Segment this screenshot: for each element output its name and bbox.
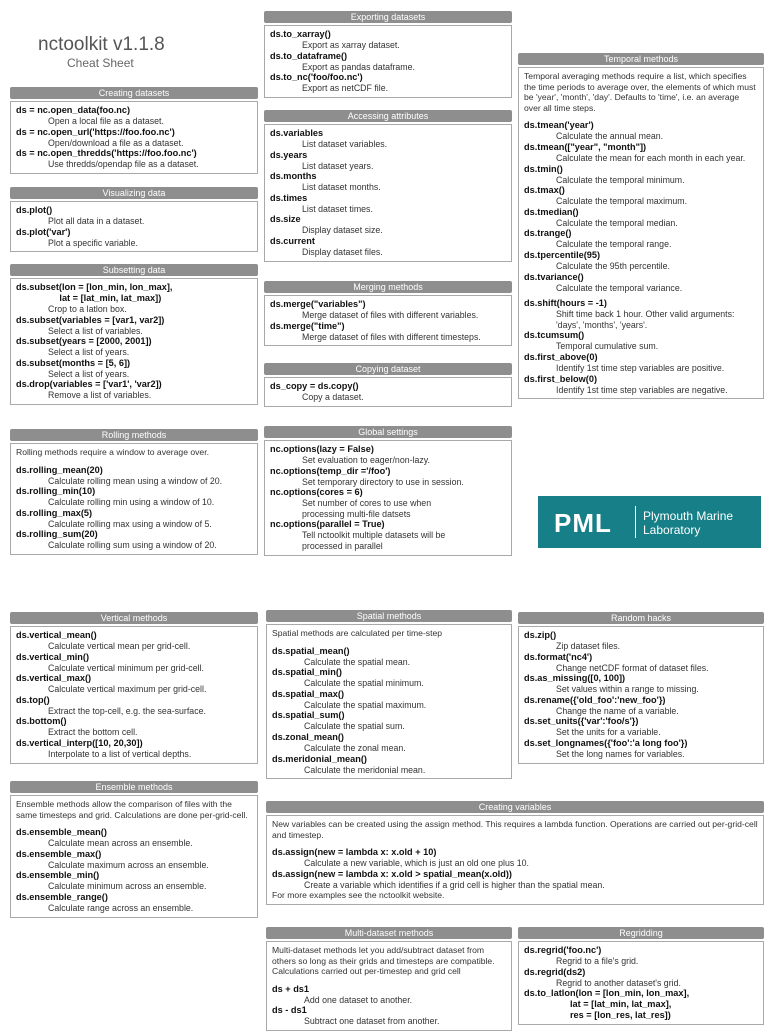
- command: ds.vertical_mean(): [16, 630, 97, 640]
- section-body: [518, 626, 764, 764]
- command: ds.subset(months = [5, 6]): [16, 357, 131, 368]
- command: ds.assign(new = lambda x: x.old > spatial_mean(x.old)): [272, 868, 512, 879]
- command: ds.spatial_sum(): [272, 710, 345, 721]
- command-description: Calculate the mean for each month in each year.: [556, 152, 746, 163]
- command: ds.tmin(): [524, 163, 563, 174]
- command-description: Tell nctoolkit multiple datasets will be: [302, 530, 446, 541]
- command-description: List dataset years.: [302, 160, 374, 171]
- command: ds.subset(lon = [lon_min, lon_max], lat = [lat_min, lat_max]): [16, 282, 173, 303]
- command: ds - ds1: [272, 1005, 307, 1016]
- command-description: Plot all data in a dataset.: [48, 216, 145, 226]
- command-description: processing multi-file datsets: [302, 508, 411, 519]
- command-description: Regrid to a file's grid.: [556, 956, 639, 966]
- command: ds.merge("variables"): [270, 299, 366, 309]
- command-description: Calculate rolling sum using a window of 20.: [48, 540, 217, 551]
- command-description: Calculate rolling max using a window of 5.: [48, 518, 212, 529]
- command: ds.shift(hours = -1): [524, 298, 607, 309]
- command: ds.rename({'old_foo':'new_foo'}): [524, 694, 666, 705]
- section-visualizing-data: [10, 187, 258, 252]
- command: ds.to_dataframe(): [270, 50, 348, 61]
- command-description: Extract the top-cell, e.g. the sea-surface.: [48, 705, 206, 716]
- section-body: [10, 201, 258, 252]
- command: ds.vertical_interp([10, 20,30]): [16, 737, 143, 748]
- command: ds.tmedian(): [524, 206, 579, 217]
- command: ds.subset(variables = [var1, var2]): [16, 314, 165, 325]
- section-intro: Multi-dataset methods let you add/subtract dataset from others so long as their grids and timesteps are compatible. Calculations carried out per-timestep and grid cell: [272, 945, 495, 977]
- command: ds_copy = ds.copy(): [270, 381, 359, 391]
- command-description: List dataset times.: [302, 203, 373, 214]
- command: ds.current: [270, 235, 315, 246]
- command-description: Copy a dataset.: [302, 392, 364, 402]
- section-footer: For more examples see the nctoolkit website.: [272, 890, 445, 901]
- command: nc.options(parallel = True): [270, 519, 385, 530]
- command: ds.zip(): [524, 630, 557, 640]
- command: ds.top(): [16, 694, 50, 705]
- command: ds.to_xarray(): [270, 29, 331, 39]
- command: ds.regrid(ds2): [524, 966, 586, 977]
- command-description: Change the name of a variable.: [556, 705, 679, 716]
- command: ds.meridonial_mean(): [272, 753, 367, 764]
- section-body: [264, 295, 512, 346]
- command-description: Calculate vertical mean per grid-cell.: [48, 641, 191, 651]
- command: ds.rolling_mean(20): [16, 464, 103, 475]
- command-description: Display dataset files.: [302, 246, 383, 257]
- section-header: Random hacks: [518, 612, 764, 624]
- command-description: Shift time back 1 hour. Other valid arguments: 'days', 'months', 'years'.: [556, 309, 735, 330]
- pml-logo-line2: Laboratory: [643, 523, 701, 537]
- command-description: Calculate mean across an ensemble.: [48, 838, 193, 849]
- command: ds + ds1: [272, 983, 310, 994]
- command-description: Add one dataset to another.: [304, 994, 413, 1005]
- command-description: List dataset variables.: [302, 139, 388, 149]
- command-description: Set evaluation to eager/non-lazy.: [302, 455, 430, 465]
- command-description: processed in parallel: [302, 540, 383, 551]
- command: ds.to_latlon(lon = [lon_min, lon_max], lat = [lat_min, lat_max], res = [lon_res, lat_res]): [524, 988, 690, 1021]
- section-header: Copying dataset: [264, 363, 512, 375]
- section-vertical-methods: [10, 612, 258, 764]
- section-body: [264, 377, 512, 407]
- section-header: Accessing attributes: [264, 110, 512, 122]
- section-accessing-attributes: [264, 110, 512, 262]
- section-spatial-methods: [266, 610, 512, 779]
- command-description: Calculate vertical maximum per grid-cell.: [48, 684, 207, 695]
- command: ds.tcumsum(): [524, 330, 585, 341]
- command-description: Calculate minimum across an ensemble.: [48, 881, 207, 892]
- section-global-settings: [264, 426, 512, 556]
- command-description: Calculate range across an ensemble.: [48, 902, 194, 913]
- command: ds.regrid('foo.nc'): [524, 945, 602, 955]
- command-description: Select a list of years.: [48, 347, 130, 358]
- command-description: Calculate vertical minimum per grid-cell.: [48, 662, 204, 673]
- command: ds.size: [270, 214, 301, 225]
- command-description: Export as netCDF file.: [302, 83, 389, 94]
- command: nc.options(temp_dir ='/foo'): [270, 465, 391, 476]
- section-header: Regridding: [518, 927, 764, 939]
- command: ds.subset(years = [2000, 2001]): [16, 336, 152, 347]
- command: ds.rolling_max(5): [16, 507, 93, 518]
- command-description: Display dataset size.: [302, 225, 383, 236]
- command: ds.as_missing([0, 100]): [524, 673, 626, 684]
- command: ds = nc.open_thredds('https://foo.foo.nc'): [16, 148, 197, 159]
- section-intro: Ensemble methods allow the comparison of files with the same timesteps and grid. Calculations are done per-grid-cell.: [16, 799, 248, 820]
- command: ds.spatial_max(): [272, 688, 344, 699]
- pml-logo-line1: Plymouth Marine: [643, 509, 734, 523]
- command-description: Zip dataset files.: [556, 641, 621, 651]
- section-header: Subsetting data: [10, 264, 258, 276]
- command-description: Calculate the spatial minimum.: [304, 678, 424, 689]
- command-description: Remove a list of variables.: [48, 390, 152, 401]
- section-header: Rolling methods: [10, 429, 258, 441]
- command-description: Merge dataset of files with different variables.: [302, 310, 479, 320]
- page-title: nctoolkit v1.1.8: [38, 34, 165, 55]
- section-header: Visualizing data: [10, 187, 258, 199]
- command: ds.variables: [270, 128, 324, 138]
- command: ds.merge("time"): [270, 320, 345, 331]
- command-description: Calculate the temporal range.: [556, 239, 672, 250]
- page-subtitle: Cheat Sheet: [67, 56, 134, 70]
- command-description: Open a local file as a dataset.: [48, 116, 164, 126]
- section-body: [518, 941, 764, 1025]
- command: ds = nc.open_url('https://foo.foo.nc'): [16, 126, 175, 137]
- command: ds = nc.open_data(foo.nc): [16, 105, 131, 115]
- section-body: [518, 67, 764, 399]
- section-merging-methods: [264, 281, 512, 346]
- command-description: Calculate rolling min using a window of 10.: [48, 497, 215, 508]
- section-intro: New variables can be created using the assign method. This requires a lambda function. Operations are carried out per-grid-cell and timestep.: [272, 819, 758, 840]
- command-description: Calculate maximum across an ensemble.: [48, 859, 209, 870]
- section-random-hacks: [518, 612, 764, 764]
- section-ensemble-methods: [10, 781, 258, 918]
- section-body: [10, 278, 258, 405]
- section-body: [10, 795, 258, 918]
- section-body: [10, 101, 258, 174]
- command: ds.months: [270, 171, 317, 182]
- section-header: Temporal methods: [518, 53, 764, 65]
- section-creating-variables: [266, 801, 764, 905]
- command-description: Open/download a file as a dataset.: [48, 137, 184, 148]
- command: ds.times: [270, 192, 308, 203]
- command: ds.assign(new = lambda x: x.old + 10): [272, 847, 437, 858]
- command-description: Calculate the meridonial mean.: [304, 764, 426, 775]
- command: ds.tpercentile(95): [524, 249, 601, 260]
- command: ds.tvariance(): [524, 271, 584, 282]
- command: ds.tmax(): [524, 185, 565, 196]
- command-description: Set the units for a variable.: [556, 727, 661, 738]
- section-header: Merging methods: [264, 281, 512, 293]
- command-description: Calculate the temporal minimum.: [556, 174, 685, 185]
- command: ds.vertical_min(): [16, 651, 90, 662]
- command-description: Select a list of years.: [48, 368, 130, 379]
- command-description: Use thredds/opendap file as a dataset.: [48, 159, 199, 170]
- section-header: Spatial methods: [266, 610, 512, 622]
- section-multi-dataset-methods: [266, 927, 512, 1031]
- section-header: Ensemble methods: [10, 781, 258, 793]
- command: ds.bottom(): [16, 716, 67, 727]
- section-creating-datasets: [10, 87, 258, 174]
- command: nc.options(cores = 6): [270, 487, 363, 498]
- command-description: List dataset months.: [302, 182, 381, 193]
- command-description: Calculate the temporal median.: [556, 217, 678, 228]
- command: ds.first_above(0): [524, 351, 598, 362]
- section-body: [264, 25, 512, 98]
- command-description: Calculate the spatial mean.: [304, 656, 411, 667]
- section-header: Vertical methods: [10, 612, 258, 624]
- section-intro: Spatial methods are calculated per time-step: [272, 628, 443, 638]
- pml-logo: [538, 496, 761, 548]
- command-description: Create a variable which identifies if a grid cell is higher than the spatial mean.: [304, 879, 605, 890]
- command-description: Plot a specific variable.: [48, 237, 138, 248]
- command-description: Identify 1st time step variables are positive.: [556, 362, 725, 373]
- command-description: Export as pandas dataframe.: [302, 61, 415, 72]
- section-body: [10, 626, 258, 764]
- section-body: [10, 443, 258, 555]
- section-intro: Rolling methods require a window to average over.: [16, 447, 209, 457]
- command: ds.vertical_max(): [16, 673, 92, 684]
- command-description: Identify 1st time step variables are negative.: [556, 384, 728, 395]
- command: ds.rolling_min(10): [16, 486, 96, 497]
- command: ds.tmean(["year", "month"]): [524, 141, 647, 152]
- pml-logo-abbr: PML: [554, 508, 612, 538]
- section-header: Global settings: [264, 426, 512, 438]
- pml-logo-divider: [635, 506, 636, 538]
- section-body: [266, 815, 764, 905]
- command: ds.set_longnames({'foo':'a long foo'}): [524, 737, 688, 748]
- command: ds.spatial_min(): [272, 667, 342, 678]
- section-header: Exporting datasets: [264, 11, 512, 23]
- command-description: Calculate rolling mean using a window of 20.: [48, 475, 223, 486]
- command: ds.ensemble_mean(): [16, 827, 107, 838]
- section-copying-dataset: [264, 363, 512, 407]
- command: ds.ensemble_min(): [16, 870, 100, 881]
- command-description: Extract the bottom cell.: [48, 727, 138, 738]
- command: ds.years: [270, 149, 308, 160]
- section-header: Creating datasets: [10, 87, 258, 99]
- command: ds.ensemble_range(): [16, 891, 108, 902]
- section-header: Multi-dataset methods: [266, 927, 512, 939]
- section-exporting-datasets: [264, 11, 512, 98]
- command-description: Calculate the spatial maximum.: [304, 699, 427, 710]
- command-description: Calculate the temporal maximum.: [556, 196, 688, 207]
- command-description: Select a list of variables.: [48, 325, 143, 336]
- command-description: Export as xarray dataset.: [302, 40, 400, 50]
- command: nc.options(lazy = False): [270, 444, 374, 454]
- command: ds.tmean('year'): [524, 120, 594, 131]
- command-description: Regrid to another dataset's grid.: [556, 977, 681, 988]
- command: ds.first_below(0): [524, 373, 598, 384]
- section-regridding: [518, 927, 764, 1025]
- command-description: Change netCDF format of dataset files.: [556, 662, 709, 673]
- command-description: Calculate the zonal mean.: [304, 742, 406, 753]
- command-description: Calculate the temporal variance.: [556, 282, 683, 293]
- command: ds.rolling_sum(20): [16, 529, 98, 540]
- command-description: Calculate the spatial sum.: [304, 721, 405, 732]
- section-temporal-methods: [518, 53, 764, 399]
- command: ds.format('nc4'): [524, 651, 593, 662]
- section-subsetting-data: [10, 264, 258, 405]
- command: ds.plot('var'): [16, 226, 71, 237]
- section-body: [264, 440, 512, 556]
- command-description: Subtract one dataset from another.: [304, 1016, 440, 1027]
- command: ds.zonal_mean(): [272, 731, 344, 742]
- section-intro: Temporal averaging methods require a list, which specifies the time periods to average over, the elements of which must be 'year', 'month', 'day'. Defaults to 'time', i.e. an average over all time steps.: [524, 71, 756, 113]
- section-body: [264, 124, 512, 262]
- command: ds.set_units({'var':'foo/s'}): [524, 716, 639, 727]
- command-description: Set number of cores to use when: [302, 498, 432, 509]
- section-body: [266, 941, 512, 1031]
- command-description: Calculate the annual mean.: [556, 131, 664, 142]
- command-description: Crop to a latlon box.: [48, 304, 127, 314]
- command-description: Calculate the 95th percentile.: [556, 260, 670, 271]
- command-description: Set the long names for variables.: [556, 748, 685, 759]
- command: ds.to_nc('foo/foo.nc'): [270, 72, 363, 83]
- command-description: Set values within a range to missing.: [556, 684, 699, 695]
- command-description: Temporal cumulative sum.: [556, 341, 659, 352]
- command: ds.drop(variables = ['var1', 'var2]): [16, 379, 162, 390]
- section-rolling-methods: [10, 429, 258, 555]
- command-description: Calculate a new variable, which is just an old one plus 10.: [304, 858, 529, 869]
- command: ds.trange(): [524, 228, 572, 239]
- command-description: Interpolate to a list of vertical depths.: [48, 748, 192, 759]
- command: ds.spatial_mean(): [272, 645, 350, 656]
- section-body: [266, 624, 512, 779]
- command-description: Set temporary directory to use in session.: [302, 476, 464, 487]
- section-header: Creating variables: [266, 801, 764, 813]
- command: ds.ensemble_max(): [16, 848, 102, 859]
- command: ds.plot(): [16, 205, 53, 215]
- command-description: Merge dataset of files with different timesteps.: [302, 331, 481, 342]
